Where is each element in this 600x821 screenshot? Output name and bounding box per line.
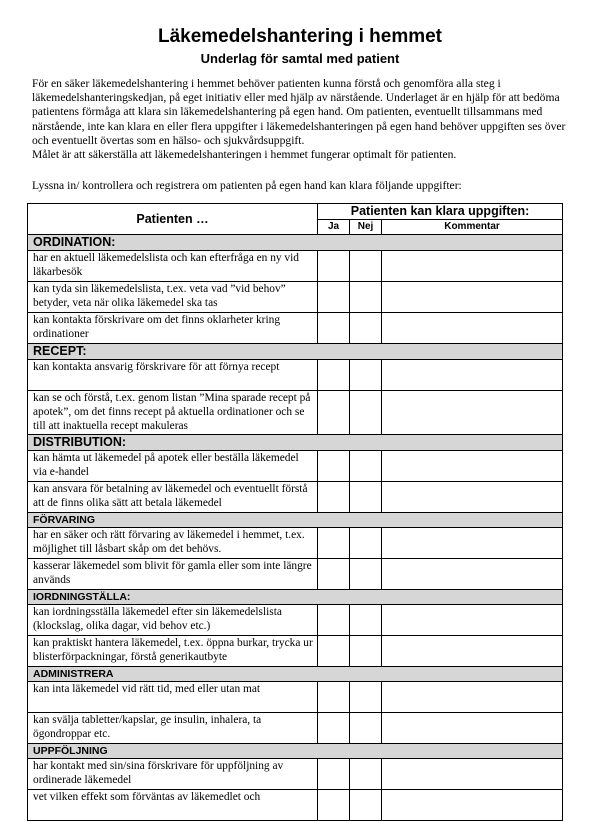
kommentar-cell[interactable] (382, 282, 563, 313)
ja-cell[interactable] (318, 605, 350, 636)
nej-cell[interactable] (350, 713, 382, 744)
kommentar-cell[interactable] (382, 636, 563, 667)
section-heading: ORDINATION: (28, 235, 563, 251)
ja-cell[interactable] (318, 282, 350, 313)
task-description: kan ansvara för betalning av läkemedel och eventuellt förstå att de finns olika sätt att betala läkemedel (28, 482, 318, 513)
table-row (28, 713, 563, 744)
nej-cell[interactable] (350, 559, 382, 590)
section-row (28, 435, 563, 451)
ja-cell[interactable] (318, 713, 350, 744)
nej-cell[interactable] (350, 313, 382, 344)
nej-cell[interactable] (350, 391, 382, 435)
nej-cell[interactable] (350, 482, 382, 513)
intro-text-block (32, 77, 572, 162)
task-description: har en aktuell läkemedelslista och kan efterfråga en ny vid läkarbesök (28, 251, 318, 282)
task-description: har en säker och rätt förvaring av läkemedel i hemmet, t.ex. möjlighet till låsbart skåp om det behövs. (28, 528, 318, 559)
section-heading: RECEPT: (28, 344, 563, 360)
section-row (28, 235, 563, 251)
ja-cell[interactable] (318, 790, 350, 821)
nej-cell[interactable] (350, 251, 382, 282)
task-description: kan hämta ut läkemedel på apotek eller beställa läkemedel via e-handel (28, 451, 318, 482)
nej-cell[interactable] (350, 636, 382, 667)
section-row (28, 667, 563, 682)
table-row (28, 282, 563, 313)
kommentar-cell[interactable] (382, 790, 563, 821)
kommentar-cell[interactable] (382, 482, 563, 513)
task-description: vet vilken effekt som förväntas av läkemedlet och (28, 790, 318, 821)
ja-cell[interactable] (318, 559, 350, 590)
ja-cell[interactable] (318, 636, 350, 667)
kommentar-cell[interactable] (382, 759, 563, 790)
section-heading: DISTRIBUTION: (28, 435, 563, 451)
table-row (28, 559, 563, 590)
column-header-kommentar: Kommentar (382, 219, 563, 235)
table-row (28, 451, 563, 482)
assessment-table (27, 203, 563, 821)
section-row (28, 344, 563, 360)
ja-cell[interactable] (318, 251, 350, 282)
task-description: kan se och förstå, t.ex. genom listan ”Mina sparade recept på apotek”, om det finns recept på aktuella ordinationer och se till att inaktuella recept makuleras (28, 391, 318, 435)
task-description: kasserar läkemedel som blivit för gamla eller som inte längre används (28, 559, 318, 590)
table-row (28, 605, 563, 636)
kommentar-cell[interactable] (382, 451, 563, 482)
section-heading: FÖRVARING (28, 513, 563, 528)
task-description: kan svälja tabletter/kapslar, ge insulin, inhalera, ta ögondroppar etc. (28, 713, 318, 744)
document-title: Läkemedelshantering i hemmet (157, 26, 443, 47)
nej-cell[interactable] (350, 605, 382, 636)
table-row (28, 313, 563, 344)
document-subtitle: Underlag för samtal med patient (200, 51, 400, 66)
section-row (28, 513, 563, 528)
intro-paragraph: För en säker läkemedelshantering i hemmet behöver patienten kunna förstå och genomföra alla steg i läkemedelshanteringskedjan, på eget initiativ eller med hjälp av närstående. Underlaget är en hjälp för att bedöma patientens förmåga att klara sin läkemedelshantering på egen hand. Om patienten, eventuellt tillsammans med närstående, inte kan klara en eller flera uppgifter i läkemedelshanteringen på egen hand behöver uppgiften ses över och eventuellt övertas som en hälso- och sjukvårdsuppgift. (32, 77, 566, 147)
table-row (28, 636, 563, 667)
ja-cell[interactable] (318, 759, 350, 790)
table-body (28, 235, 563, 821)
goal-paragraph: Målet är att säkerställa att läkemedelshanteringen i hemmet fungerar optimalt för patienten. (32, 148, 457, 162)
nej-cell[interactable] (350, 528, 382, 559)
section-row (28, 590, 563, 605)
table-row (28, 759, 563, 790)
table-row (28, 790, 563, 821)
ja-cell[interactable] (318, 451, 350, 482)
ja-cell[interactable] (318, 482, 350, 513)
ja-cell[interactable] (318, 360, 350, 391)
task-description: kan kontakta ansvarig förskrivare för att förnya recept (28, 360, 318, 391)
kommentar-cell[interactable] (382, 313, 563, 344)
nej-cell[interactable] (350, 759, 382, 790)
kommentar-cell[interactable] (382, 559, 563, 590)
column-header-ja: Ja (318, 219, 350, 235)
task-description: har kontakt med sin/sina förskrivare för uppföljning av ordinerade läkemedel (28, 759, 318, 790)
kommentar-cell[interactable] (382, 713, 563, 744)
nej-cell[interactable] (350, 682, 382, 713)
kommentar-cell[interactable] (382, 391, 563, 435)
section-heading: ADMINISTRERA (28, 667, 563, 682)
table-row (28, 391, 563, 435)
ja-cell[interactable] (318, 391, 350, 435)
task-description: kan tyda sin läkemedelslista, t.ex. veta vad ”vid behov” betyder, veta när olika läkemedel ska tas (28, 282, 318, 313)
table-row (28, 251, 563, 282)
task-description: kan kontakta förskrivare om det finns oklarheter kring ordinationer (28, 313, 318, 344)
column-header-patient: Patienten … (28, 204, 318, 235)
kommentar-cell[interactable] (382, 251, 563, 282)
kommentar-cell[interactable] (382, 682, 563, 713)
kommentar-cell[interactable] (382, 528, 563, 559)
nej-cell[interactable] (350, 282, 382, 313)
ja-cell[interactable] (318, 313, 350, 344)
task-description: kan iordningsställa läkemedel efter sin läkemedelslista (klockslag, olika dagar, vid behov etc.) (28, 605, 318, 636)
table-row (28, 482, 563, 513)
nej-cell[interactable] (350, 790, 382, 821)
section-heading: UPPFÖLJNING (28, 744, 563, 759)
table-row (28, 360, 563, 391)
table-row (28, 528, 563, 559)
ja-cell[interactable] (318, 528, 350, 559)
task-description: kan praktiskt hantera läkemedel, t.ex. öppna burkar, trycka ur blisterförpackningar, förstå generikautbyte (28, 636, 318, 667)
section-row (28, 744, 563, 759)
column-header-nej: Nej (350, 219, 382, 235)
ja-cell[interactable] (318, 682, 350, 713)
column-header-group: Patienten kan klara uppgiften: (318, 204, 563, 220)
nej-cell[interactable] (350, 360, 382, 391)
task-description: kan inta läkemedel vid rätt tid, med eller utan mat (28, 682, 318, 713)
table-row (28, 682, 563, 713)
kommentar-cell[interactable] (382, 605, 563, 636)
section-heading: IORDNINGSTÄLLA: (28, 590, 563, 605)
kommentar-cell[interactable] (382, 360, 563, 391)
nej-cell[interactable] (350, 451, 382, 482)
instruction-text: Lyssna in/ kontrollera och registrera om patienten på egen hand kan klara följande uppgifter: (32, 179, 462, 192)
